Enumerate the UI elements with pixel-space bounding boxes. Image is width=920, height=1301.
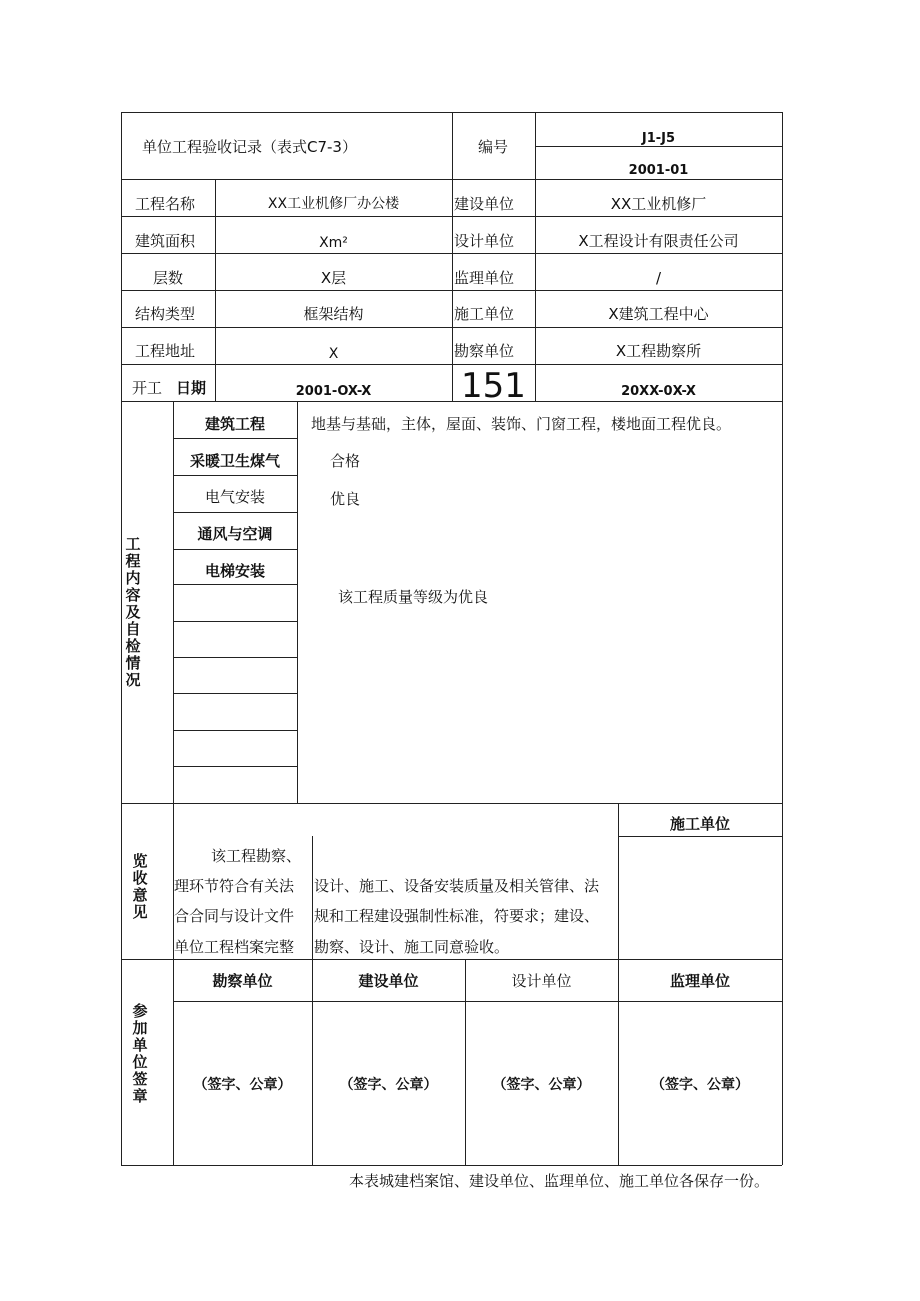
floors-label: 层数 [153, 269, 184, 287]
quality-grade: 该工程质量等级为优良 [338, 588, 489, 606]
content-item-5: 电梯安装 [204, 562, 265, 580]
content-result-3: 优良 [330, 490, 361, 508]
content-side-label: 工程内容及自检情况 [125, 535, 141, 689]
address-value: X [328, 346, 339, 362]
project-name-label: 工程名称 [135, 195, 196, 213]
builder-label: 建设单位 [454, 195, 515, 213]
content-item-1: 建筑工程 [204, 415, 265, 433]
opinion-side-label: 览收意见 [132, 852, 148, 921]
survey-label: 勘察单位 [454, 342, 515, 360]
content-item-3: 电气安装 [204, 488, 265, 506]
floors-value: X层 [320, 269, 347, 287]
opinion-left-line-4: 单位工程档案完整 [174, 938, 295, 956]
mid-number: 151 [461, 366, 526, 406]
opinion-left-line-2: 理环节符合有关法 [174, 877, 295, 895]
survey-value: X工程勘察所 [615, 342, 702, 360]
opinion-left-line-3: 合合同与设计文件 [174, 907, 295, 925]
number-label: 编号 [478, 138, 509, 156]
structure-value: 框架结构 [303, 305, 364, 323]
address-label: 工程地址 [135, 342, 196, 360]
form-title: 单位工程验收记录（表式C7-3） [142, 138, 357, 156]
sign-unit-supervisor: 监理单位 [669, 972, 730, 990]
area-value: Xm² [319, 235, 348, 251]
area-label: 建筑面积 [135, 232, 196, 250]
signatures-side-label: 参加单位签章 [132, 1002, 148, 1105]
sign-field-survey: （签字、公章） [193, 1077, 292, 1093]
end-date-value: 20XX-0X-X [621, 384, 696, 399]
contractor-label: 施工单位 [454, 305, 515, 323]
project-name-value: XX工业机修厂办公楼 [267, 196, 400, 212]
content-result-1: 地基与基础，主体，屋面、装饰、门窗工程，楼地面工程优良。 [311, 415, 732, 433]
opinion-left-line-1: 该工程勘察、 [211, 847, 302, 865]
designer-value: X工程设计有限责任公司 [578, 232, 739, 250]
sign-field-designer: （签字、公章） [492, 1077, 591, 1093]
opinion-right-line-1: 设计、施工、设备安装质量及相关管律、法 [314, 877, 600, 895]
structure-label: 结构类型 [135, 305, 196, 323]
contractor-value: X建筑工程中心 [608, 305, 709, 323]
opinion-contractor-header: 施工单位 [669, 815, 730, 833]
start-date-label: 日期 [176, 379, 207, 397]
number-value-2: 2001-01 [628, 163, 689, 178]
number-value-1: J1-J5 [641, 131, 676, 146]
content-item-4: 通风与空调 [197, 525, 273, 543]
content-item-2: 采暖卫生煤气 [189, 452, 280, 470]
sign-unit-designer: 设计单位 [511, 972, 572, 990]
builder-value: XX工业机修厂 [610, 195, 707, 213]
start-label: 开工 [132, 379, 163, 397]
sign-field-builder: （签字、公章） [339, 1077, 438, 1093]
sign-unit-builder: 建设单位 [358, 972, 419, 990]
sign-unit-survey: 勘察单位 [212, 972, 273, 990]
opinion-right-line-3: 勘察、设计、施工同意验收。 [314, 938, 510, 956]
supervisor-label: 监理单位 [454, 269, 515, 287]
content-result-2: 合格 [330, 452, 361, 470]
opinion-right-line-2: 规和工程建设强制性标准，符要求；建设、 [314, 907, 600, 925]
sign-field-supervisor: （签字、公章） [651, 1077, 749, 1093]
supervisor-value: / [655, 269, 662, 287]
footer-note: 本表城建档案馆、建设单位、监理单位、施工单位各保存一份。 [349, 1172, 770, 1190]
designer-label: 设计单位 [454, 232, 515, 250]
start-date-value: 2001-OX-X [295, 384, 372, 399]
